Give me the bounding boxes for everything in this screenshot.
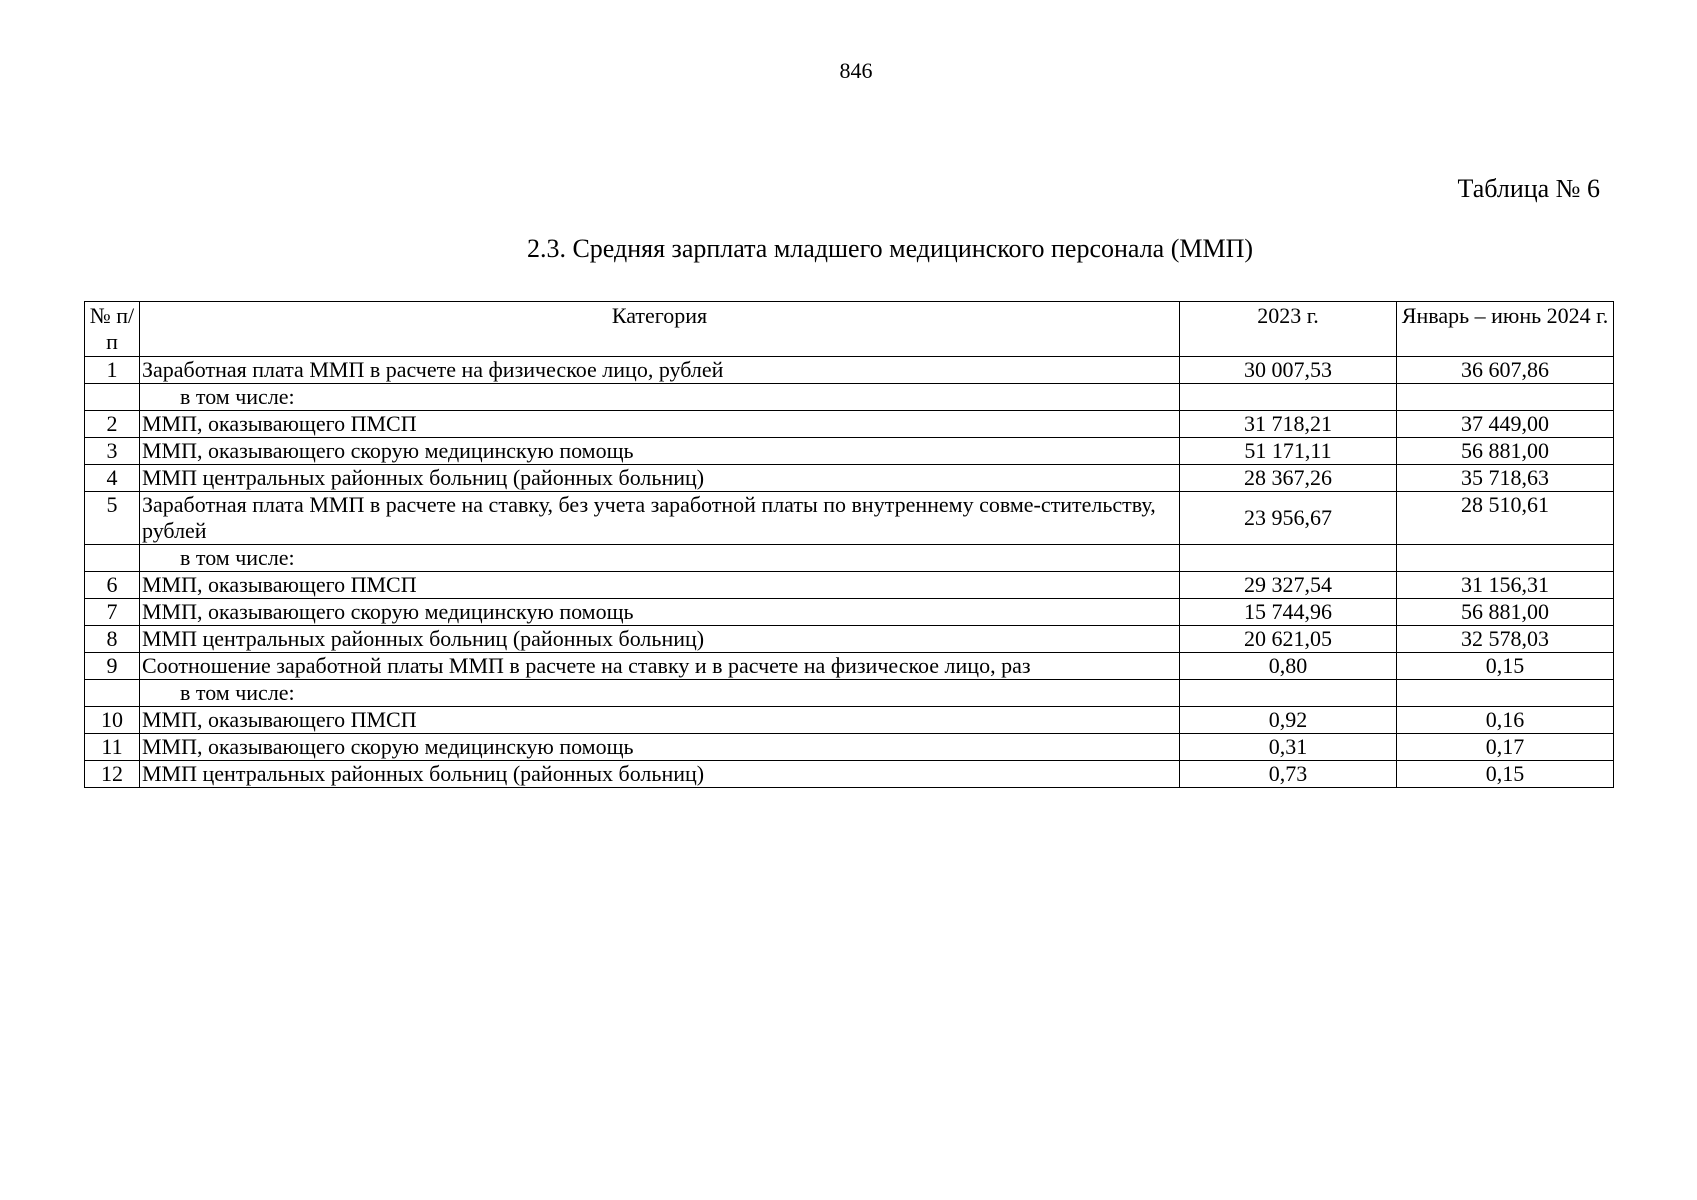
row-value-2023: 20 621,05 (1180, 626, 1397, 653)
table-row (85, 572, 1614, 599)
row-value-2024: 0,16 (1397, 707, 1614, 734)
header-2023: 2023 г. (1180, 302, 1397, 357)
row-category: в том числе: (140, 545, 1180, 572)
row-value-2024: 0,15 (1397, 653, 1614, 680)
table-row (85, 734, 1614, 761)
row-value-2024: 56 881,00 (1397, 599, 1614, 626)
row-value-2024: 56 881,00 (1397, 438, 1614, 465)
row-category: ММП, оказывающего ПМСП (140, 707, 1180, 734)
row-category: ММП центральных районных больниц (районных больниц) (140, 465, 1180, 492)
row-category: ММП, оказывающего скорую медицинскую помощь (140, 438, 1180, 465)
header-num: № п/п (85, 302, 140, 357)
row-value-2024 (1397, 545, 1614, 572)
row-value-2023 (1180, 384, 1397, 411)
row-category: ММП центральных районных больниц (районных больниц) (140, 761, 1180, 788)
row-number: 5 (85, 492, 140, 545)
table-header (85, 302, 1614, 357)
row-category: Соотношение заработной платы ММП в расчете на ставку и в расчете на физическое лицо, раз (140, 653, 1180, 680)
row-category: Заработная плата ММП в расчете на ставку, без учета заработной платы по внутреннему совме-стительству, рублей (140, 492, 1180, 545)
row-number: 11 (85, 734, 140, 761)
header-2024: Январь – июнь 2024 г. (1397, 302, 1614, 357)
table-row (85, 761, 1614, 788)
row-value-2024 (1397, 680, 1614, 707)
row-value-2024: 37 449,00 (1397, 411, 1614, 438)
row-value-2023: 0,73 (1180, 761, 1397, 788)
row-value-2023: 29 327,54 (1180, 572, 1397, 599)
row-number: 7 (85, 599, 140, 626)
table-row (85, 438, 1614, 465)
row-category: Заработная плата ММП в расчете на физическое лицо, рублей (140, 357, 1180, 384)
row-value-2024: 35 718,63 (1397, 465, 1614, 492)
row-number: 9 (85, 653, 140, 680)
table-row (85, 465, 1614, 492)
table-row (85, 545, 1614, 572)
table-row (85, 384, 1614, 411)
row-value-2024: 28 510,61 (1397, 492, 1614, 545)
row-category: ММП, оказывающего ПМСП (140, 572, 1180, 599)
row-value-2023 (1180, 545, 1397, 572)
table-row (85, 357, 1614, 384)
row-value-2023: 0,80 (1180, 653, 1397, 680)
table-row (85, 653, 1614, 680)
row-number: 8 (85, 626, 140, 653)
row-category: ММП центральных районных больниц (районных больниц) (140, 626, 1180, 653)
row-value-2024 (1397, 384, 1614, 411)
table-row (85, 599, 1614, 626)
header-category: Категория (140, 302, 1180, 357)
row-number: 2 (85, 411, 140, 438)
row-value-2023 (1180, 680, 1397, 707)
row-value-2023: 0,31 (1180, 734, 1397, 761)
row-value-2023: 51 171,11 (1180, 438, 1397, 465)
row-number: 12 (85, 761, 140, 788)
row-value-2023: 30 007,53 (1180, 357, 1397, 384)
document-title: 2.3. Средняя зарплата младшего медицинского персонала (ММП) (526, 234, 1254, 263)
row-value-2023: 28 367,26 (1180, 465, 1397, 492)
row-value-2024: 0,17 (1397, 734, 1614, 761)
row-number: 10 (85, 707, 140, 734)
row-value-2023: 0,92 (1180, 707, 1397, 734)
table-row (85, 707, 1614, 734)
row-category: в том числе: (140, 680, 1180, 707)
row-value-2023: 15 744,96 (1180, 599, 1397, 626)
row-number: 4 (85, 465, 140, 492)
salary-table (84, 301, 1614, 788)
row-value-2023: 31 718,21 (1180, 411, 1397, 438)
row-value-2024: 0,15 (1397, 761, 1614, 788)
row-number: 1 (85, 357, 140, 384)
table-row (85, 411, 1614, 438)
table-body (85, 357, 1614, 788)
row-category: ММП, оказывающего ПМСП (140, 411, 1180, 438)
row-value-2023: 23 956,67 (1180, 492, 1397, 545)
row-number (85, 545, 140, 572)
row-number: 6 (85, 572, 140, 599)
row-value-2024: 32 578,03 (1397, 626, 1614, 653)
table-label: Таблица № 6 (1457, 174, 1600, 203)
table-row (85, 492, 1614, 545)
row-number (85, 384, 140, 411)
table-row (85, 680, 1614, 707)
row-category: ММП, оказывающего скорую медицинскую помощь (140, 734, 1180, 761)
table-row (85, 626, 1614, 653)
row-value-2024: 36 607,86 (1397, 357, 1614, 384)
row-number: 3 (85, 438, 140, 465)
row-category: ММП, оказывающего скорую медицинскую помощь (140, 599, 1180, 626)
row-category: в том числе: (140, 384, 1180, 411)
row-value-2024: 31 156,31 (1397, 572, 1614, 599)
page-number: 846 (839, 58, 873, 83)
row-number (85, 680, 140, 707)
